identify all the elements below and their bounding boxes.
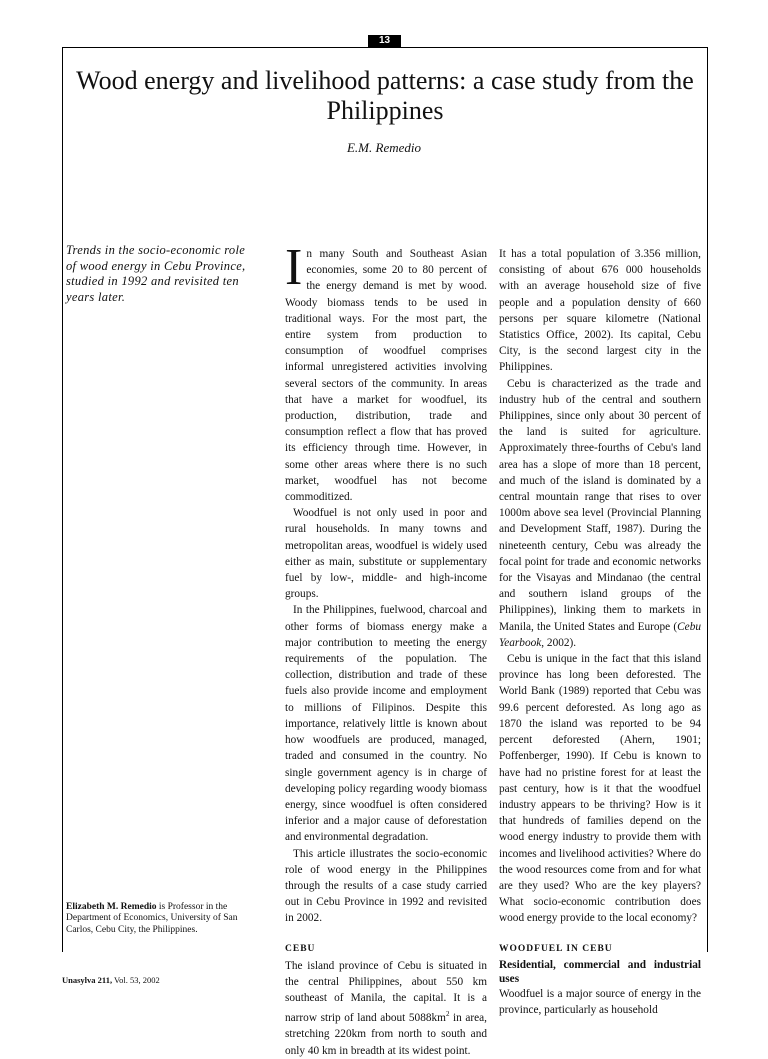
author-bio-name: Elizabeth M. Remedio (66, 902, 157, 912)
paragraph-text: in area, stretching 220km from north to south and only 40 km in breadth at its widest point. (285, 1012, 487, 1057)
paragraph (285, 239, 487, 505)
paragraph: Woodfuel is not only used in poor and rural households. In many towns and metropolitan areas, woodfuel is widely used either as main, substitute or supplementary fuel by low-, middle- and high-income groups. (285, 507, 487, 601)
superscript: 2 (445, 1010, 450, 1019)
drop-cap: I (285, 239, 303, 296)
paragraph: In the Philippines, fuelwood, charcoal and other forms of biomass energy make a major contribution to meeting the energy requirements of the population. The collection, distribution and trade of these fuels also provide income and employment to millions of Filipinos. Despite this importance, relatively little is known about how woodfuels are produced, managed, traded and consumed in the country. No single government agency is in charge of developing policy regarding woody biomass energy, since woodfuel is often considered inferior and a major cause of deforestation and environmental degradation. (285, 604, 487, 844)
paragraph: Woodfuel is a major source of energy in the province, particularly as household (499, 987, 701, 1016)
journal-name: Unasylva 211, (62, 975, 113, 985)
journal-footer (62, 975, 160, 985)
paragraph: It has a total population of 3.356 million, consisting of about 676 000 households with an average household size of five people and a population density of 660 persons per square kilometre (National Statistics Office, 2002). Its capital, Cebu City, is the second largest city in the Philippines. (499, 248, 701, 374)
paragraph: Cebu is unique in the fact that this island province has long been deforested. The World Bank (1989) reported that Cebu was 99.6 percent deforested. As long ago as 1870 the island was reported to be 94 percent deforested (Ahern, 1901; Poffenberger, 1990). If Cebu is known to have had no pristine forest for at least the past century, how is it that the woodfuel industry appears to be thriving? How is it that hundreds of families depend on the wood energy industry to provide them with incomes and livelihood activities? Where do the wood resources come from and for what are they used? Who are the key players? What socio-economic contribution does wood energy provide to the local economy? (499, 653, 701, 925)
journal-issue: Vol. 53, 2002 (112, 975, 160, 985)
paragraph-text: n many South and Southeast Asian economies, some 20 to 80 percent of the energy demand is met by wood. Woody biomass tends to be used in traditional ways. For the most part, the entire system from production to consumption of woodfuel comprises informal unregistered activities involving several sectors of the community. In areas that have a market for woodfuel, its production, distribution, trade and consumption reflect a flow that has proved its efficiency through time. However, in some other areas where there is no such market, woodfuel has not become commoditized. (285, 248, 487, 504)
section-heading-cebu: CEBU (285, 943, 316, 954)
paragraph-text: , 2002). (541, 636, 577, 649)
abstract: Trends in the socio-economic role of wood energy in Cebu Province, studied in 1992 and revisited ten years later. (66, 243, 246, 304)
author-byline: E.M. Remedio (346, 140, 421, 155)
paragraph (285, 958, 487, 1059)
paragraph-text: The island province of Cebu is situated in the central Philippines, about 550 km southeast of Manila, the capital. It is a narrow strip of land about 5088km (285, 959, 487, 1025)
page-number: 13 (368, 35, 401, 47)
citation-title: Cebu Yearbook (499, 620, 701, 649)
author-bio (66, 902, 246, 936)
section-heading-woodfuel: WOODFUEL IN CEBU (499, 943, 613, 954)
body-column-2 (499, 246, 701, 1018)
subsection-heading: Residential, commercial and industrial uses (499, 958, 701, 985)
paragraph-text: Cebu is characterized as the trade and industry hub of the central and southern Philippines, since only about 30 percent of the land is suited for agriculture. Approximately three-fourths of Cebu's land area has a slope of more than 18 percent, and much of the island is dominated by a central mountain range that rises to over 1000m above sea level (Provincial Planning and Development Staff, 1987). During the nineteenth century, Cebu was already the focal point for trade and economic networks for the Visayas and Mindanao (the central and southern island groups of the Philippines), linking them to markets in Manila, the United States and Europe ( (499, 377, 701, 633)
paragraph (499, 376, 701, 651)
paragraph: This article illustrates the socio-economic role of wood energy in the Philippines through the results of a case study carried out in Cebu Province in 1992 and revisited in 2002. (285, 847, 487, 925)
article-title: Wood energy and livelihood patterns: a case study from the Philippines (76, 66, 694, 125)
body-column-1 (285, 239, 487, 1059)
author-bio-text: is Professor in the Department of Economics, University of San Carlos, Cebu City, the Philippines. (66, 902, 238, 935)
